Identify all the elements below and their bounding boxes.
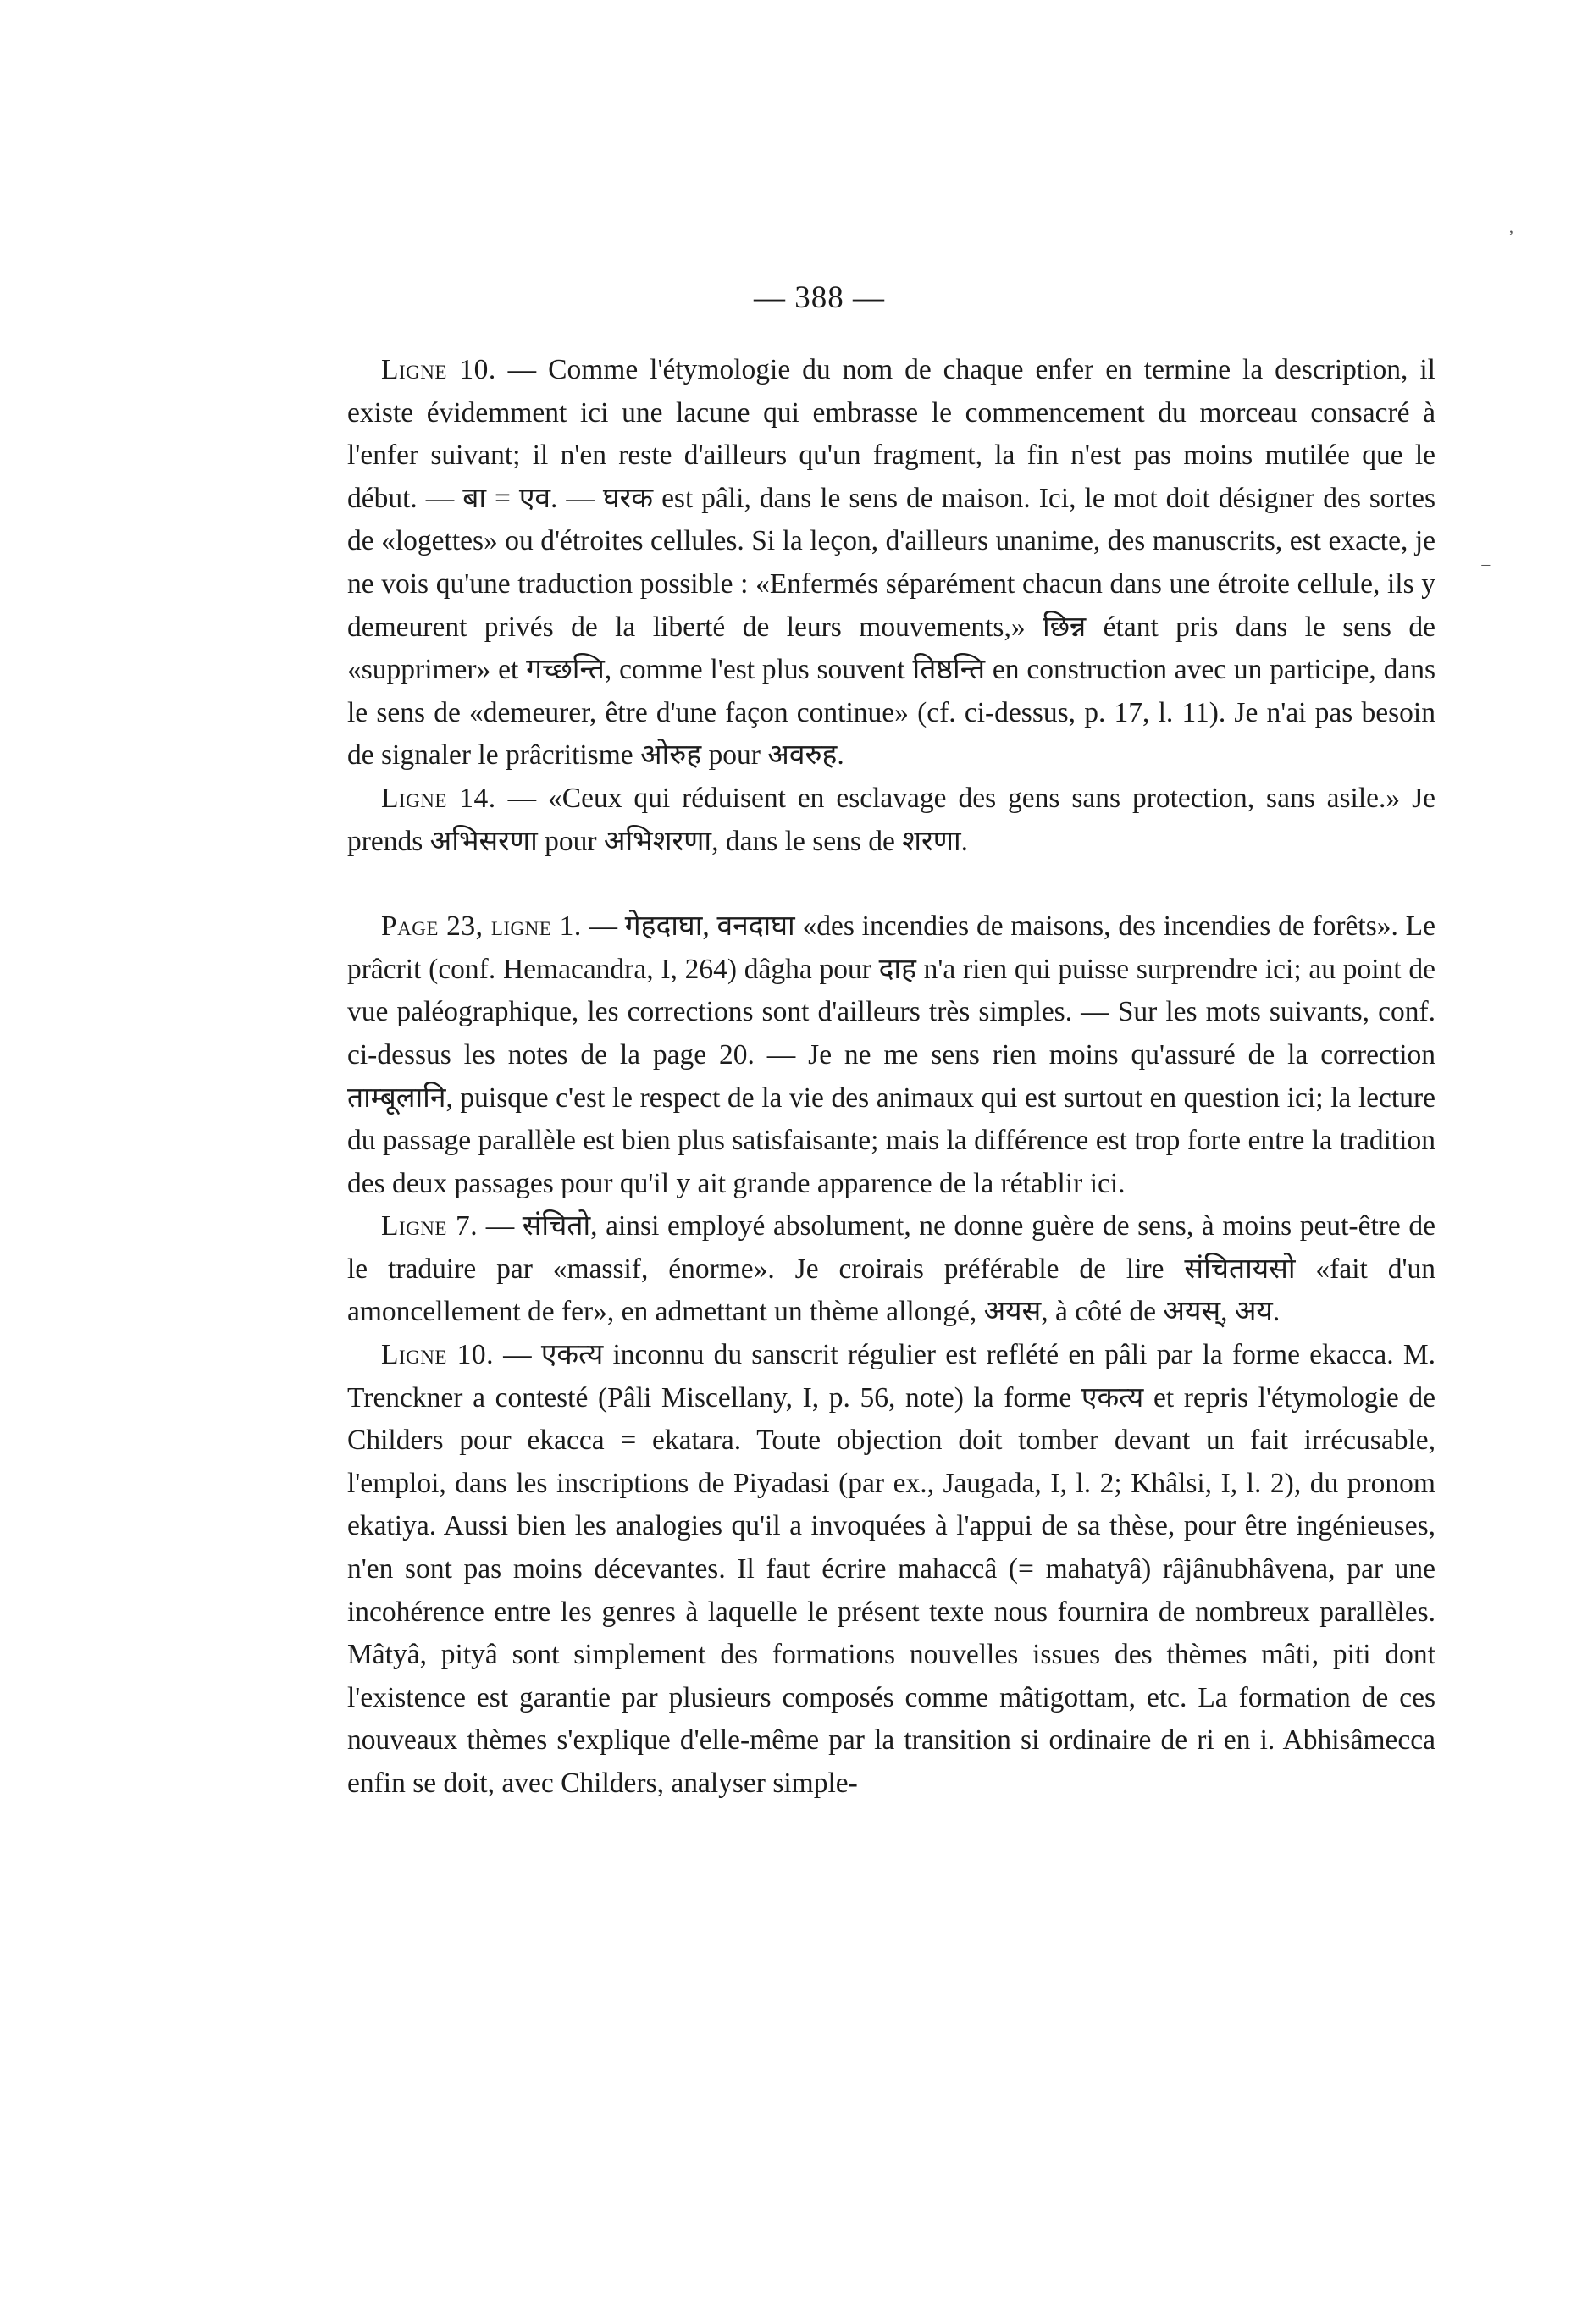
note-body: — «Ceux qui réduisent en esclavage des gens sans protection, sans asile.» Je prends अभिसरणा pour अभिशरणा, dans le sens de शरणा. xyxy=(347,782,1435,857)
note-heading: Page 23, ligne 1. xyxy=(381,910,582,943)
margin-mark: ᾿ xyxy=(1507,227,1515,252)
note-ligne-10-b xyxy=(347,1334,1435,1806)
note-body: — Comme l'étymologie du nom de chaque enfer en termine la description, il existe évidemment ici une lacune qui embrasse le commencement du morceau consacré à l'enfer suivant; il n'en reste d'ailleurs qu'un fragment, la fin n'est pas moins mutilée que le début. — बा = एव. — घरक est pâli, dans le sens de maison. Ici, le mot doit désigner des sortes de «logettes» ou d'étroites cellules. Si la leçon, d'ailleurs unanime, des manuscrits, est exacte, je ne vois qu'une traduction possible : «Enfermés séparément chacun dans une étroite cellule, ils y demeurent privés de la liberté de leurs mouvements,» छिन्न étant pris dans le sens de «supprimer» et गच्छन्ति, comme l'est plus souvent तिष्ठन्ति en construction avec un participe, dans le sens de «demeurer, être d'une façon continue» (cf. ci-dessus, p. 17, l. 11). Je n'ai pas besoin de signaler le prâcritisme ओरुह pour अवरुह. xyxy=(347,354,1435,772)
note-ligne-7 xyxy=(347,1205,1435,1334)
note-heading: Ligne 14. xyxy=(381,782,496,814)
note-ligne-14 xyxy=(347,777,1435,863)
note-heading: Ligne 10. xyxy=(381,354,496,385)
margin-mark: ‾ xyxy=(1482,563,1490,588)
note-heading: Ligne 10. xyxy=(381,1339,494,1371)
page-number: — 388 — xyxy=(754,280,885,315)
note-heading: Ligne 7. xyxy=(381,1210,478,1242)
note-body: — एकत्य inconnu du sanscrit régulier est reflété en pâli par la forme ekacca. M. Trenckner a contesté (Pâli Miscellany, I, p. 56, note) la forme एकत्य et repris l'étymologie de Childers pour ekacca = ekatara. Toute objection doit tomber devant un fait irrécusable, l'emploi, dans les inscriptions de Piyadasi (par ex., Jaugada, I, l. 2; Khâlsi, I, l. 2), du pronom ekatiya. Aussi bien les analogies qu'il a invoquées à l'appui de sa thèse, pour être ingénieuses, n'en sont pas moins décevantes. Il faut écrire mahaccâ (= mahatyâ) râjânubhâvena, par une incohérence entre les genres à laquelle le présent texte nous fournira de nombreux parallèles. Mâtyâ, pityâ sont simplement des formations nouvelles issues des thèmes mâti, piti dont l'existence est garantie par plusieurs composés comme mâtigottam, etc. La formation de ces nouveaux thèmes s'explique d'elle-même par la transition si ordinaire de ri en i. Abhisâmecca enfin se doit, avec Childers, analyser simple- xyxy=(347,1339,1435,1799)
note-body: — गेहदाघा, वनदाघा «des incendies de maisons, des incendies de forêts». Le prâcrit (conf. Hemacandra, I, 264) dâgha pour दाह n'a rien qui puisse surprendre ici; au point de vue paléographique, les corrections sont d'ailleurs très simples. — Sur les mots suivants, conf. ci-dessus les notes de la page 20. — Je ne me sens rien moins qu'assuré de la correction ताम्बूलानि, puisque c'est le respect de la vie des animaux qui est surtout en question ici; la lecture du passage parallèle est bien plus satisfaisante; mais la différence est trop forte entre la tradition des deux passages pour qu'il y ait grande apparence de la rétablir ici. xyxy=(347,910,1435,1199)
note-ligne-10 xyxy=(347,349,1435,777)
body-text xyxy=(347,349,1435,1806)
note-body: — संचितो, ainsi employé absolument, ne donne guère de sens, à moins peut-être de le traduire par «massif, énorme». Je croirais préférable de lire संचितायसो «fait d'un amoncellement de fer», en admettant un thème allongé, अयस, à côté de अयस्, अय. xyxy=(347,1210,1435,1328)
note-page-23-ligne-1 xyxy=(347,905,1435,1205)
